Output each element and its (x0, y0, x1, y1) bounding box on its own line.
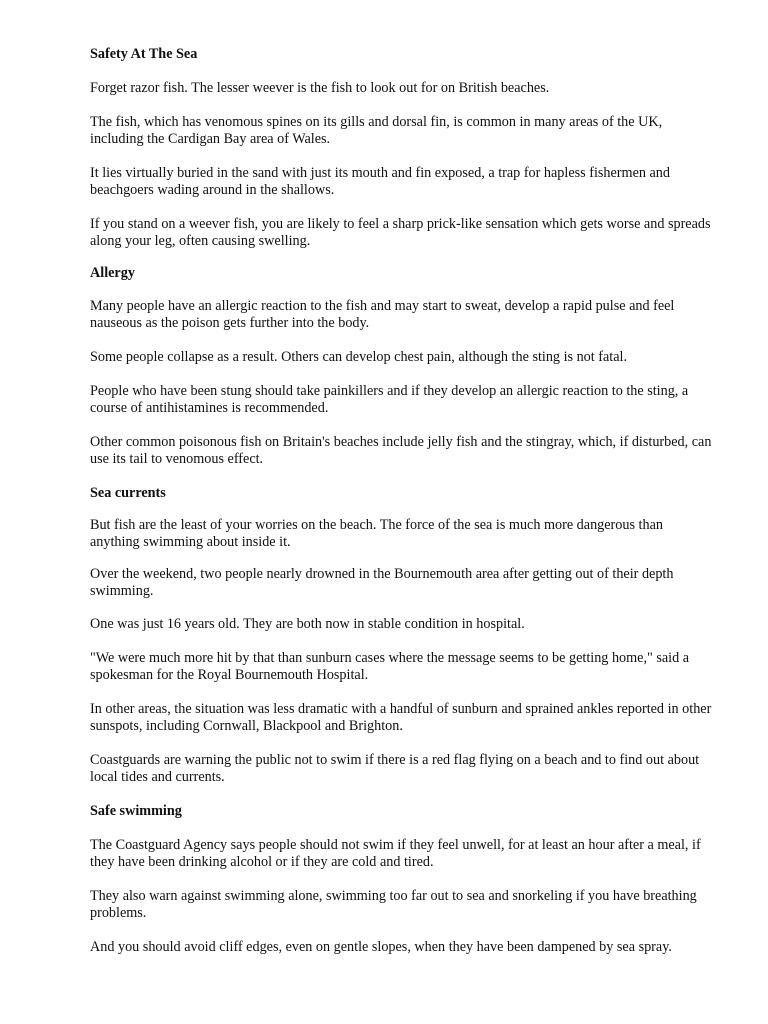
heading-safe-swimming: Safe swimming (90, 803, 182, 819)
document-title: Safety At The Sea (90, 46, 198, 62)
paragraph-allergic-reaction: Many people have an allergic reaction to the fish and may start to sweat, develop a rapid pulse and feel nauseous as the poison gets further into the body. (90, 298, 675, 331)
paragraph-poisonous-fish: Other common poisonous fish on Britain's beaches include jelly fish and the stingray, which, if disturbed, can use its tail to venomous effect. (90, 434, 712, 467)
paragraph-other-areas: In other areas, the situation was less dramatic with a handful of sunburn and sprained ankles reported in other sunspots, including Cornwall, Blackpool and Brighton. (90, 701, 712, 734)
paragraph-swimming-alone: They also warn against swimming alone, swimming too far out to sea and snorkeling if you have breathing problems. (90, 888, 697, 921)
paragraph-coastguards-warning: Coastguards are warning the public not to swim if there is a red flag flying on a beach and to find out about local tides and currents. (90, 752, 700, 785)
paragraph-collapse: Some people collapse as a result. Others can develop chest pain, although the sting is not fatal. (90, 349, 628, 365)
paragraph-painkillers: People who have been stung should take painkillers and if they develop an allergic reaction to the sting, a course of antihistamines is recommended. (90, 383, 689, 416)
heading-allergy: Allergy (90, 265, 135, 281)
paragraph-venomous-spines: The fish, which has venomous spines on its gills and dorsal fin, is common in many areas of the UK, including the Cardigan Bay area of Wales. (90, 114, 663, 147)
paragraph-sixteen-years: One was just 16 years old. They are both now in stable condition in hospital. (90, 616, 525, 632)
paragraph-hospital-quote: "We were much more hit by that than sunburn cases where the message seems to be getting home," said a spokesman for the Royal Bournemouth Hospital. (90, 650, 690, 683)
paragraph-nearly-drowned: Over the weekend, two people nearly drowned in the Bournemouth area after getting out of their depth swimming. (90, 566, 674, 599)
paragraph-stand-on-weever: If you stand on a weever fish, you are likely to feel a sharp prick-like sensation which gets worse and spreads along your leg, often causing swelling. (90, 216, 711, 249)
paragraph-force-of-sea: But fish are the least of your worries on the beach. The force of the sea is much more dangerous than anything swimming about inside it. (90, 517, 663, 550)
heading-sea-currents: Sea currents (90, 485, 166, 501)
paragraph-razor-fish: Forget razor fish. The lesser weever is the fish to look out for on British beaches. (90, 80, 550, 96)
paragraph-cliff-edges: And you should avoid cliff edges, even on gentle slopes, when they have been dampened by sea spray. (90, 939, 672, 955)
paragraph-buried-in-sand: It lies virtually buried in the sand with just its mouth and fin exposed, a trap for hapless fishermen and beachgoers wading around in the shallows. (90, 165, 670, 198)
paragraph-coastguard-agency: The Coastguard Agency says people should not swim if they feel unwell, for at least an hour after a meal, if they have been drinking alcohol or if they are cold and tired. (90, 837, 701, 870)
